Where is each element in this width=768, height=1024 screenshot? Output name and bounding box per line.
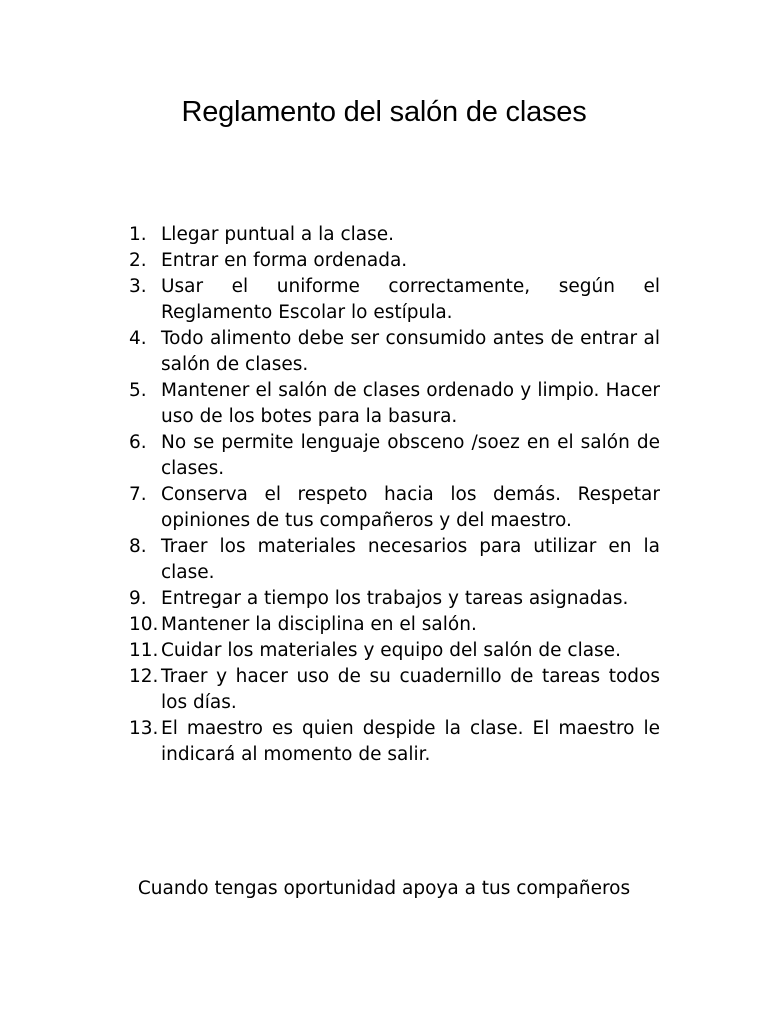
rule-item	[124, 248, 660, 274]
rule-text: Conserva el respeto hacia los demás. Respetar opiniones de tus compañeros y del maestro.	[161, 484, 660, 531]
rule-number: 8.	[129, 536, 147, 557]
rule-text: Todo alimento debe ser consumido antes de entrar al salón de clases.	[161, 328, 660, 375]
rule-number: 2.	[129, 250, 147, 271]
rule-text: El maestro es quien despide la clase. El maestro le indicará al momento de salir.	[161, 718, 660, 765]
rule-number: 13.	[129, 718, 159, 739]
rule-item	[124, 534, 660, 586]
rule-number: 7.	[129, 484, 147, 505]
closing-message: Cuando tengas oportunidad apoya a tus compañeros	[137, 878, 631, 899]
rule-item	[124, 222, 660, 248]
rule-item	[124, 430, 660, 482]
rule-item	[124, 612, 660, 638]
rule-number: 9.	[129, 588, 147, 609]
rule-item	[124, 586, 660, 612]
rule-number: 11.	[129, 640, 159, 661]
page-title: Reglamento del salón de clases	[181, 96, 587, 128]
rule-item	[124, 482, 660, 534]
rule-text: Entrar en forma ordenada.	[161, 250, 408, 271]
rule-text: Mantener el salón de clases ordenado y limpio. Hacer uso de los botes para la basura.	[161, 380, 660, 427]
rule-text: Mantener la disciplina en el salón.	[161, 614, 477, 635]
rules-list	[124, 222, 660, 768]
rule-item	[124, 664, 660, 716]
rule-text: Traer los materiales necesarios para utilizar en la clase.	[161, 536, 660, 583]
rule-item	[124, 378, 660, 430]
rule-number: 4.	[129, 328, 147, 349]
rule-item	[124, 716, 660, 768]
rule-text: Traer y hacer uso de su cuadernillo de tareas todos los días.	[161, 666, 660, 713]
rule-number: 1.	[129, 224, 147, 245]
rule-item	[124, 638, 660, 664]
rule-text: Cuidar los materiales y equipo del salón de clase.	[161, 640, 621, 661]
rule-item	[124, 326, 660, 378]
rule-text: Llegar puntual a la clase.	[161, 224, 395, 245]
rule-number: 6.	[129, 432, 147, 453]
rule-number: 5.	[129, 380, 147, 401]
rule-number: 10.	[129, 614, 159, 635]
rule-text: Usar el uniforme correctamente, según el Reglamento Escolar lo estípula.	[161, 276, 660, 323]
rule-number: 12.	[129, 666, 159, 687]
rule-text: No se permite lenguaje obsceno /soez en el salón de clases.	[161, 432, 660, 479]
rule-item	[124, 274, 660, 326]
rule-text: Entregar a tiempo los trabajos y tareas asignadas.	[161, 588, 629, 609]
rule-number: 3.	[129, 276, 147, 297]
